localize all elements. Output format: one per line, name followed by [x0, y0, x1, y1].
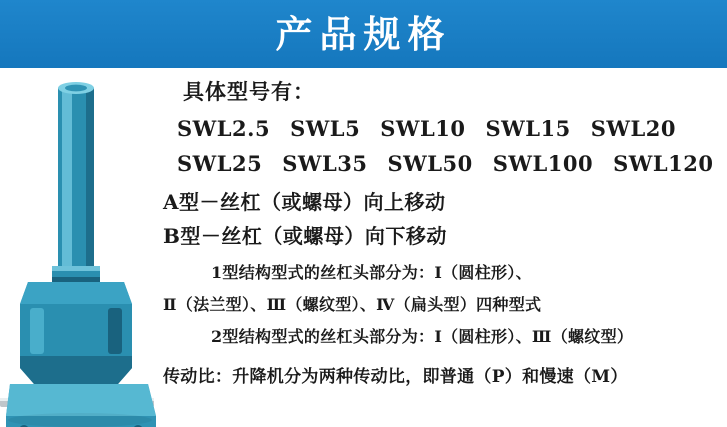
spec-text-block [163, 68, 727, 427]
model-item: SWL5 [290, 116, 361, 141]
model-item: SWL15 [485, 116, 571, 141]
banner [0, 0, 727, 68]
structure-type-1-line-1: 1型结构型式的丝杠头部分为：Ⅰ（圆柱形）、 [211, 263, 532, 282]
structure-type-1-line-2: Ⅱ（法兰型）、Ⅲ（螺纹型）、Ⅳ（扁头型）四种型式 [163, 295, 542, 314]
page-title: 产品规格 [275, 12, 452, 56]
model-item: SWL35 [282, 151, 368, 176]
model-item: SWL120 [613, 151, 714, 176]
model-item: SWL100 [492, 151, 594, 176]
type-a-description: A型－丝杠（或螺母）向上移动 [163, 190, 446, 214]
model-item: SWL10 [380, 116, 466, 141]
product-photo [0, 68, 163, 427]
screw-jack-illustration [0, 68, 163, 427]
model-list-row-1 [177, 116, 676, 141]
model-item: SWL50 [387, 151, 473, 176]
model-item: SWL20 [590, 116, 676, 141]
type-b-description: B型－丝杠（或螺母）向下移动 [163, 224, 447, 248]
model-item: SWL25 [177, 151, 263, 176]
model-list-row-2 [177, 151, 713, 176]
transmission-ratio-line: 传动比：升降机分为两种传动比，即普通（P）和慢速（M） [163, 367, 628, 387]
structure-type-2-line: 2型结构型式的丝杠头部分为：Ⅰ（圆柱形）、Ⅲ（螺纹型） [211, 327, 634, 346]
model-item: SWL2.5 [177, 116, 271, 141]
spec-heading: 具体型号有： [183, 79, 315, 104]
